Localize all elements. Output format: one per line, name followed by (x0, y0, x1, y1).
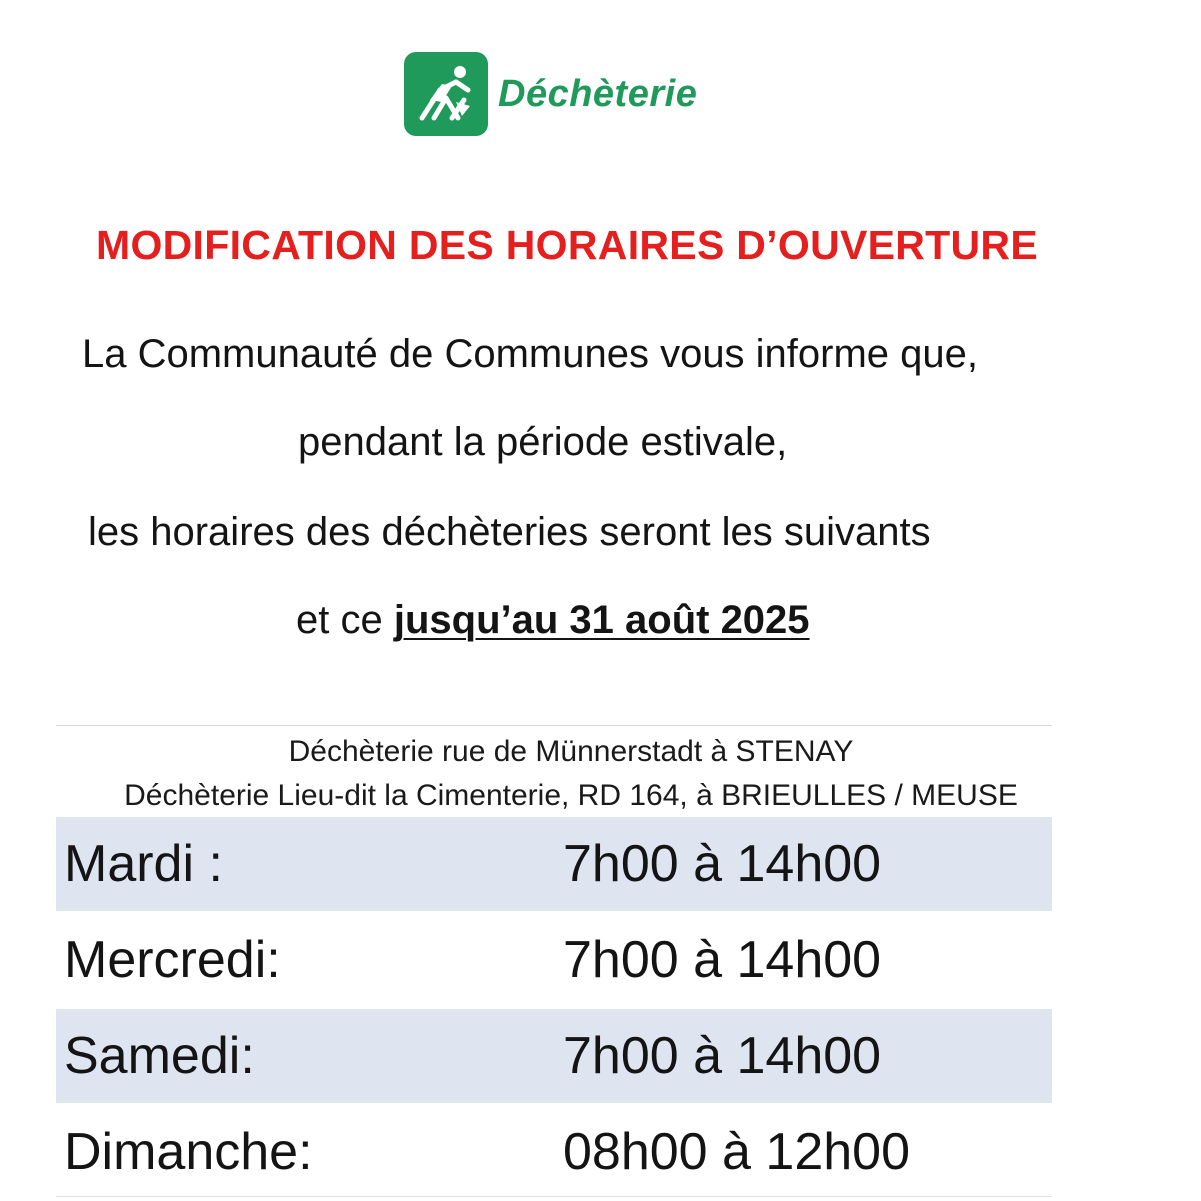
schedule-day: Dimanche: (64, 1123, 313, 1181)
schedule-hours: 08h00 à 12h00 (563, 1123, 911, 1181)
schedule-table (56, 817, 1052, 1201)
site-stenay: Déchèterie rue de Münnerstadt à STENAY (288, 735, 854, 768)
schedule-hours: 7h00 à 14h00 (563, 835, 882, 893)
dechetterie-logo (404, 52, 697, 136)
table-top-rule (56, 725, 1052, 726)
notice-line-2: pendant la période estivale, (298, 420, 788, 464)
notice-title: MODIFICATION DES HORAIRES D’OUVERTURE (96, 222, 1038, 268)
site-brieulles: Déchèterie Lieu-dit la Cimenterie, RD 164, à BRIEULLES / MEUSE (124, 779, 1018, 812)
schedule-row (56, 1105, 1052, 1201)
schedule-hours: 7h00 à 14h00 (563, 1027, 882, 1085)
notice-line-3: les horaires des déchèteries seront les suivants (88, 510, 931, 554)
recycling-figure-icon (404, 52, 488, 136)
notice-line-1: La Communauté de Communes vous informe que, (82, 332, 979, 376)
end-date-emphasis: jusqu’au 31 août 2025 (393, 598, 810, 642)
logo-text: Déchèterie (498, 72, 698, 115)
table-bottom-rule (56, 1196, 1052, 1197)
notice-line-4 (296, 598, 810, 643)
schedule-row (56, 817, 1052, 913)
schedule-day: Mardi : (64, 835, 223, 893)
schedule-day: Samedi: (64, 1027, 255, 1085)
notice-line-4-prefix: et ce (296, 598, 394, 642)
schedule-hours: 7h00 à 14h00 (563, 931, 882, 989)
schedule-row (56, 913, 1052, 1009)
schedule-row (56, 1009, 1052, 1105)
sites-list (56, 730, 1086, 818)
schedule-day: Mercredi: (64, 931, 281, 989)
